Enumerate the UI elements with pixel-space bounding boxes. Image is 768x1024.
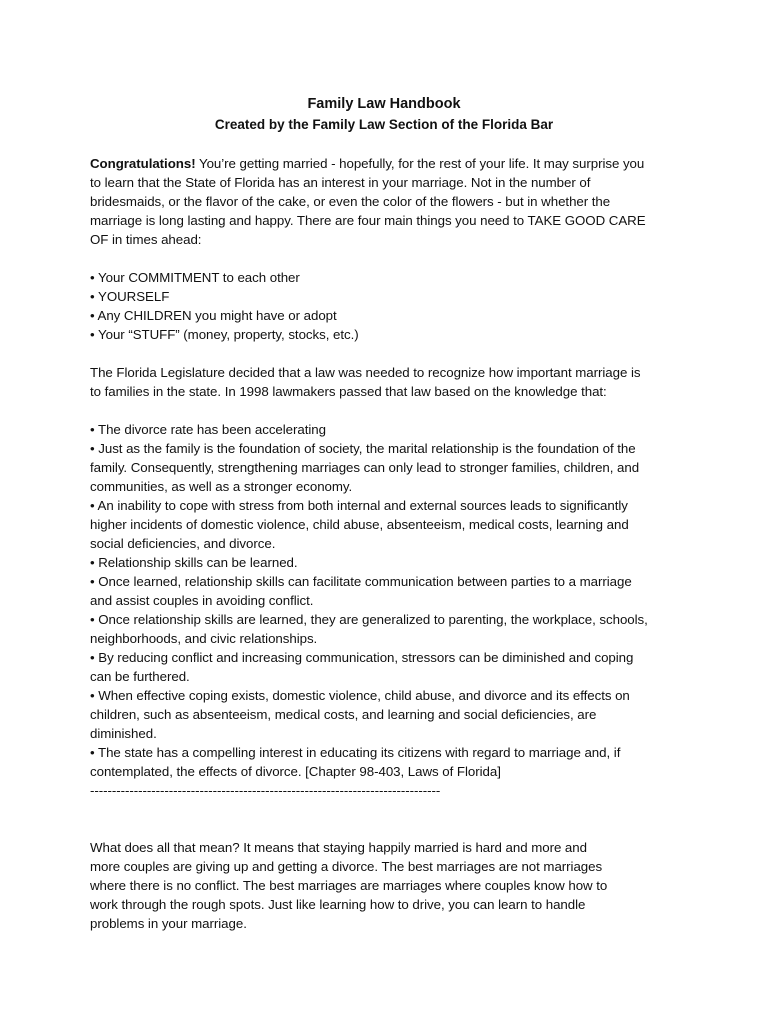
findings-list: [90, 420, 690, 781]
document-title: Family Law Handbook: [307, 96, 461, 112]
paragraph-spacer: [90, 344, 690, 363]
findings-line: • By reducing conflict and increasing communication, stressors can be diminished and coping: [90, 650, 634, 665]
legislature-paragraph: [90, 363, 690, 401]
paragraph-line: work through the rough spots. Just like learning how to drive, you can learn to handle: [90, 897, 586, 912]
findings-line: • The state has a compelling interest in educating its citizens with regard to marriage and, if: [90, 745, 621, 760]
findings-line: children, such as absenteeism, medical costs, and learning and social deficiencies, are: [90, 707, 597, 722]
intro-line: to learn that the State of Florida has an interest in your marriage. Not in the number of: [90, 175, 591, 190]
care-list: [90, 268, 690, 344]
document-body: [90, 154, 690, 933]
list-item: • Your “STUFF” (money, property, stocks, etc.): [90, 327, 359, 342]
findings-line: • An inability to cope with stress from both internal and external sources leads to significantly: [90, 498, 628, 513]
findings-line: • Once relationship skills are learned, they are generalized to parenting, the workplace, schools,: [90, 612, 648, 627]
intro-paragraph: [90, 154, 690, 249]
list-item: • Your COMMITMENT to each other: [90, 270, 300, 285]
document-subtitle: Created by the Family Law Section of the Florida Bar: [214, 117, 554, 132]
list-item: • YOURSELF: [90, 289, 170, 304]
section-divider: --------------------------------------------------------------------------------: [90, 783, 441, 798]
findings-line: social deficiencies, and divorce.: [90, 536, 276, 551]
findings-line: diminished.: [90, 726, 157, 741]
paragraph-spacer: [90, 249, 690, 268]
findings-line: can be furthered.: [90, 669, 190, 684]
findings-line: • Once learned, relationship skills can facilitate communication between parties to a marriage: [90, 574, 632, 589]
findings-line: contemplated, the effects of divorce. [Chapter 98-403, Laws of Florida]: [90, 764, 501, 779]
findings-line: neighborhoods, and civic relationships.: [90, 631, 318, 646]
paragraph-line: The Florida Legislature decided that a law was needed to recognize how important marriage is: [90, 365, 641, 380]
paragraph-line: where there is no conflict. The best marriages are marriages where couples know how to: [90, 878, 608, 893]
findings-line: and assist couples in avoiding conflict.: [90, 593, 314, 608]
findings-line: higher incidents of domestic violence, child abuse, absenteeism, medical costs, learning and: [90, 517, 629, 532]
paragraph-line: more couples are giving up and getting a divorce. The best marriages are not marriages: [90, 859, 603, 874]
findings-line: • Just as the family is the foundation of society, the marital relationship is the foundation of the: [90, 441, 636, 456]
paragraph-spacer: [90, 401, 690, 420]
paragraph-line: What does all that mean? It means that staying happily married is hard and more and: [90, 840, 587, 855]
findings-line: • When effective coping exists, domestic violence, child abuse, and divorce and its effects on: [90, 688, 630, 703]
intro-line: bridesmaids, or the flavor of the cake, or even the color of the flowers - but in whether the: [90, 194, 611, 209]
findings-line: communities, as well as a stronger economy.: [90, 479, 353, 494]
intro-line: marriage is long lasting and happy. There are four main things you need to TAKE GOOD CARE: [90, 213, 646, 228]
meaning-paragraph: [90, 838, 690, 933]
findings-line: • Relationship skills can be learned.: [90, 555, 298, 570]
findings-line: family. Consequently, strengthening marriages can only lead to stronger families, children, and: [90, 460, 640, 475]
paragraph-line: problems in your marriage.: [90, 916, 247, 931]
intro-line: [90, 154, 690, 173]
intro-line: OF in times ahead:: [90, 232, 202, 247]
list-item: • Any CHILDREN you might have or adopt: [90, 308, 337, 323]
paragraph-line: to families in the state. In 1998 lawmakers passed that law based on the knowledge that:: [90, 384, 607, 399]
intro-line-rest: You’re getting married - hopefully, for the rest of your life. It may surprise you: [195, 156, 645, 171]
findings-line: • The divorce rate has been accelerating: [90, 422, 326, 437]
intro-lead: Congratulations!: [90, 156, 196, 171]
paragraph-spacer: [90, 800, 690, 838]
